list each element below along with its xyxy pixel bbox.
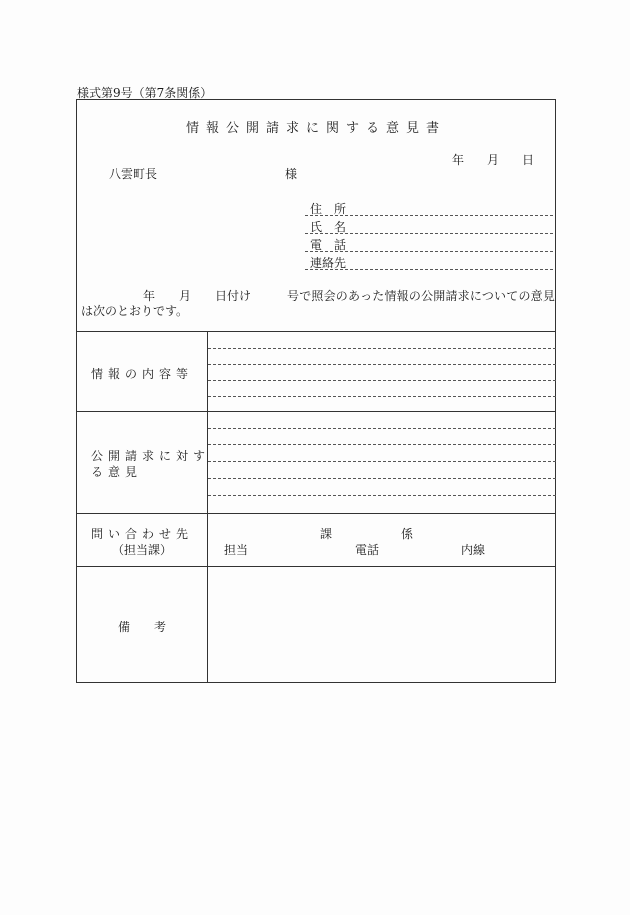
opinion-line[interactable]	[208, 461, 556, 462]
content-line[interactable]	[208, 364, 556, 365]
opinion-line[interactable]	[208, 478, 556, 479]
date-day-label: 日	[522, 153, 535, 167]
contact-phone-label: 電話	[355, 543, 380, 557]
intro-month: 月	[179, 289, 192, 303]
opinion-label-line1: 公開請求に対す	[91, 449, 211, 463]
content-line[interactable]	[208, 348, 556, 349]
opinion-line[interactable]	[208, 428, 556, 429]
date-year-label: 年	[452, 153, 465, 167]
addressee-honorific: 様	[285, 167, 298, 181]
opinion-label-line2: る意見	[91, 465, 143, 479]
intro-year: 年	[143, 289, 156, 303]
field-name-label: 氏 名	[310, 220, 347, 234]
opinion-line[interactable]	[208, 444, 556, 445]
field-phone-label: 電 話	[310, 238, 347, 252]
remarks-field[interactable]	[208, 567, 556, 683]
contact-sublabel: （担当課）	[111, 543, 172, 557]
field-contact-label: 連絡先	[310, 256, 347, 270]
field-address-line[interactable]	[305, 215, 553, 216]
field-address-label: 住 所	[310, 202, 347, 216]
opinion-form	[76, 99, 556, 683]
opinion-line[interactable]	[208, 495, 556, 496]
form-number-caption: 様式第9号（第7条関係）	[77, 86, 213, 100]
content-line[interactable]	[208, 380, 556, 381]
contact-unit-label: 係	[401, 527, 414, 541]
intro-line2: は次のとおりです。	[81, 304, 189, 318]
content-label: 情報の内容等	[90, 367, 193, 381]
intro-dated: 日付け	[215, 289, 252, 303]
field-name-line[interactable]	[305, 233, 553, 234]
contact-person-label: 担当	[224, 543, 249, 557]
date-month-label: 月	[487, 153, 500, 167]
remarks-label: 備 考	[117, 620, 166, 634]
divider	[77, 411, 555, 412]
form-title: 情報公開請求に関する意見書	[185, 121, 446, 136]
addressee-name: 八雲町長	[109, 167, 158, 181]
intro-line1: 号で照会のあった情報の公開請求についての意見	[287, 289, 556, 303]
divider	[77, 513, 555, 514]
contact-ext-label: 内線	[461, 543, 486, 557]
field-phone-line[interactable]	[305, 251, 553, 252]
divider	[77, 331, 555, 332]
content-line[interactable]	[208, 396, 556, 397]
field-contact-line[interactable]	[305, 269, 553, 270]
contact-section-label: 課	[320, 527, 333, 541]
contact-label: 問い合わせ先	[90, 527, 193, 541]
